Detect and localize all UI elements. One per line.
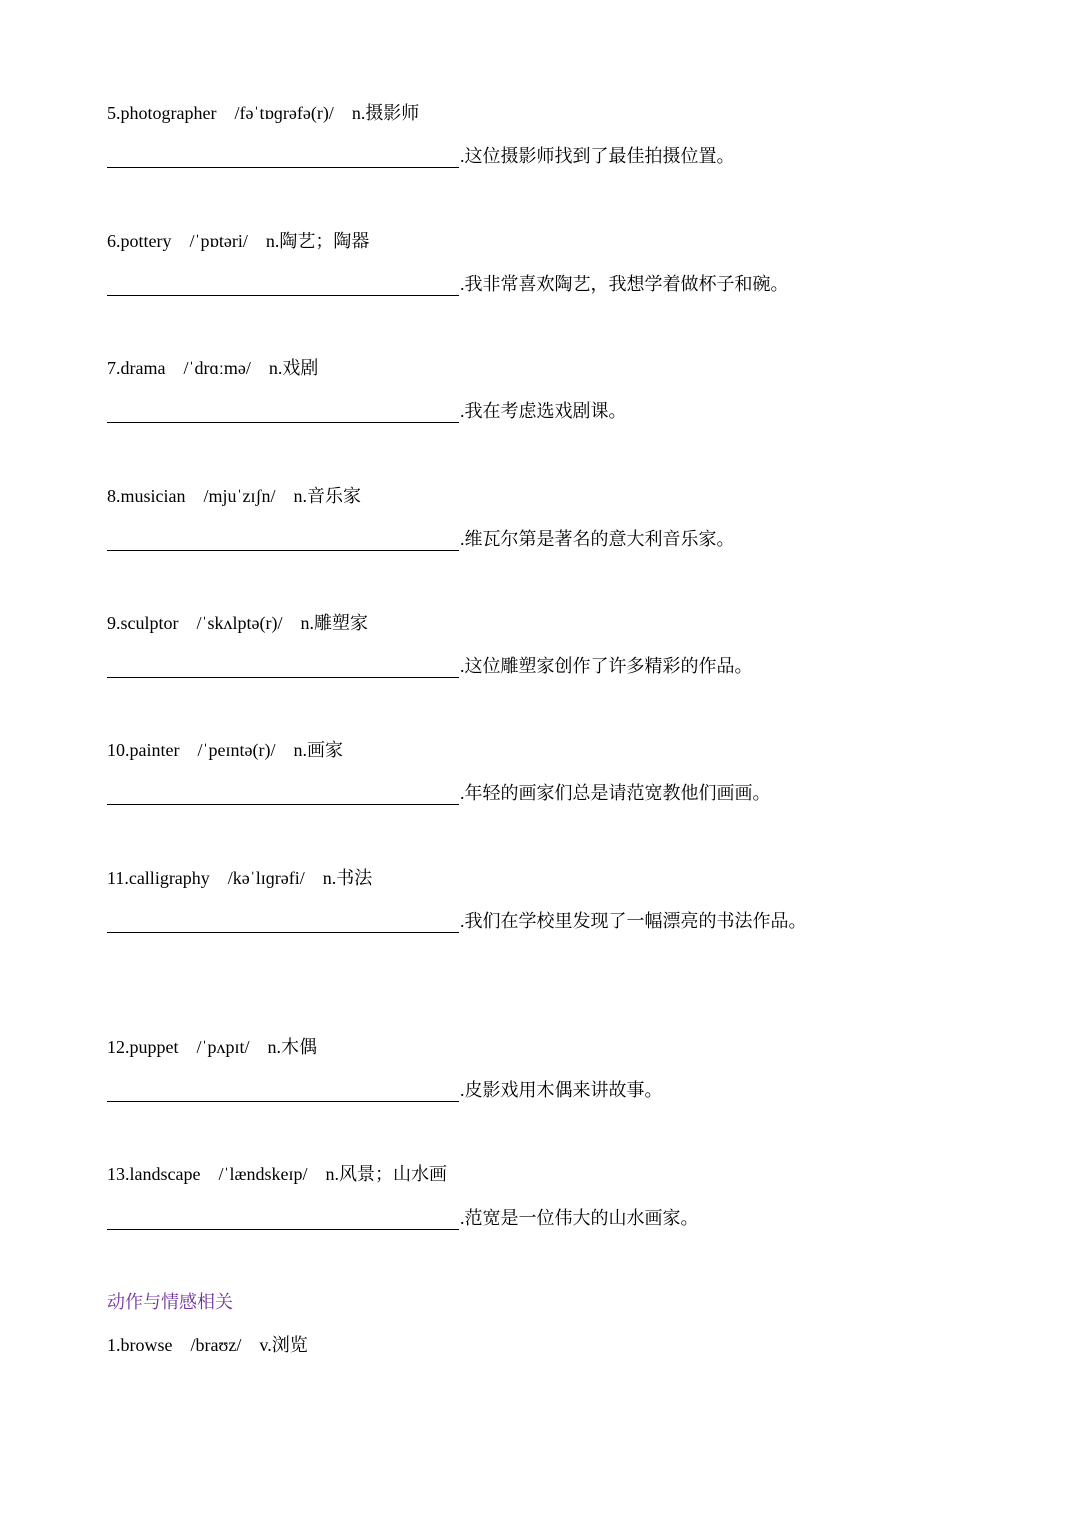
answer-blank[interactable]	[107, 657, 459, 678]
answer-blank[interactable]	[107, 1081, 459, 1102]
exercise-line	[107, 399, 627, 423]
vocab-definition: n.陶艺；陶器	[265, 231, 370, 251]
answer-blank[interactable]	[107, 1209, 459, 1230]
vocab-ipa: /braʊz/	[190, 1335, 242, 1355]
vocab-definition: v.浏览	[259, 1335, 308, 1355]
vocab-entry	[107, 484, 361, 508]
vocab-word: 9.sculptor	[107, 613, 179, 633]
vocab-ipa: /ˈpeɪntə(r)/	[197, 740, 276, 760]
vocab-ipa: /ˈskʌlptə(r)/	[196, 613, 283, 633]
exercise-line	[107, 1206, 699, 1230]
vocab-entry	[107, 611, 368, 635]
exercise-line	[107, 909, 807, 933]
exercise-sentence: .我非常喜欢陶艺，我想学着做杯子和碗。	[460, 274, 789, 294]
vocab-entry	[107, 1162, 447, 1186]
vocab-ipa: /ˈpʌpɪt/	[196, 1037, 250, 1057]
vocab-word: 12.puppet	[107, 1037, 179, 1057]
vocab-definition: n.雕塑家	[300, 613, 368, 633]
vocab-definition: n.画家	[293, 740, 343, 760]
exercise-sentence: .我在考虑选戏剧课。	[460, 401, 627, 421]
exercise-sentence: .范宽是一位伟大的山水画家。	[460, 1208, 699, 1228]
vocab-word: 7.drama	[107, 358, 166, 378]
vocab-definition: n.书法	[322, 868, 373, 888]
exercise-sentence: .皮影戏用木偶来讲故事。	[460, 1080, 663, 1100]
vocab-word: 1.browse	[107, 1335, 173, 1355]
exercise-line	[107, 654, 753, 678]
vocab-definition: n.摄影师	[351, 103, 420, 123]
vocab-ipa: /kəˈlɪɡrəfi/	[227, 868, 305, 888]
answer-blank[interactable]	[107, 530, 459, 551]
exercise-sentence: .我们在学校里发现了一幅漂亮的书法作品。	[460, 911, 807, 931]
exercise-sentence: .这位雕塑家创作了许多精彩的作品。	[460, 656, 753, 676]
section-heading: 动作与情感相关	[107, 1292, 233, 1312]
exercise-sentence: .年轻的画家们总是请范宽教他们画画。	[460, 783, 771, 803]
answer-blank[interactable]	[107, 912, 459, 933]
vocab-entry	[107, 738, 343, 762]
exercise-line	[107, 1078, 663, 1102]
vocab-entry	[107, 1333, 308, 1357]
vocab-word: 5.photographer	[107, 103, 217, 123]
vocab-word: 13.landscape	[107, 1164, 201, 1184]
answer-blank[interactable]	[107, 147, 459, 168]
vocab-definition: n.音乐家	[293, 486, 361, 506]
exercise-line	[107, 527, 735, 551]
vocab-word: 6.pottery	[107, 231, 172, 251]
vocab-entry	[107, 1035, 317, 1059]
exercise-line	[107, 272, 789, 296]
vocab-word: 8.musician	[107, 486, 186, 506]
vocab-ipa: /ˈpɒtəri/	[189, 231, 248, 251]
vocab-definition: n.风景；山水画	[325, 1164, 447, 1184]
vocab-entry	[107, 229, 369, 253]
vocab-definition: n.木偶	[267, 1037, 317, 1057]
vocab-ipa: /ˈlændskeɪp/	[218, 1164, 308, 1184]
vocab-ipa: /ˈdrɑːmə/	[183, 358, 251, 378]
answer-blank[interactable]	[107, 784, 459, 805]
exercise-sentence: .这位摄影师找到了最佳拍摄位置。	[460, 146, 735, 166]
answer-blank[interactable]	[107, 275, 459, 296]
vocab-definition: n.戏剧	[268, 358, 319, 378]
vocab-word: 10.painter	[107, 740, 180, 760]
exercise-line	[107, 144, 735, 168]
exercise-line	[107, 781, 771, 805]
answer-blank[interactable]	[107, 402, 459, 423]
vocab-entry	[107, 101, 419, 125]
vocab-ipa: /fəˈtɒɡrəfə(r)/	[234, 103, 334, 123]
exercise-sentence: .维瓦尔第是著名的意大利音乐家。	[460, 529, 735, 549]
vocab-entry	[107, 866, 372, 890]
vocab-entry	[107, 356, 318, 380]
vocab-ipa: /mjuˈzɪʃn/	[203, 486, 276, 506]
vocab-word: 11.calligraphy	[107, 868, 210, 888]
